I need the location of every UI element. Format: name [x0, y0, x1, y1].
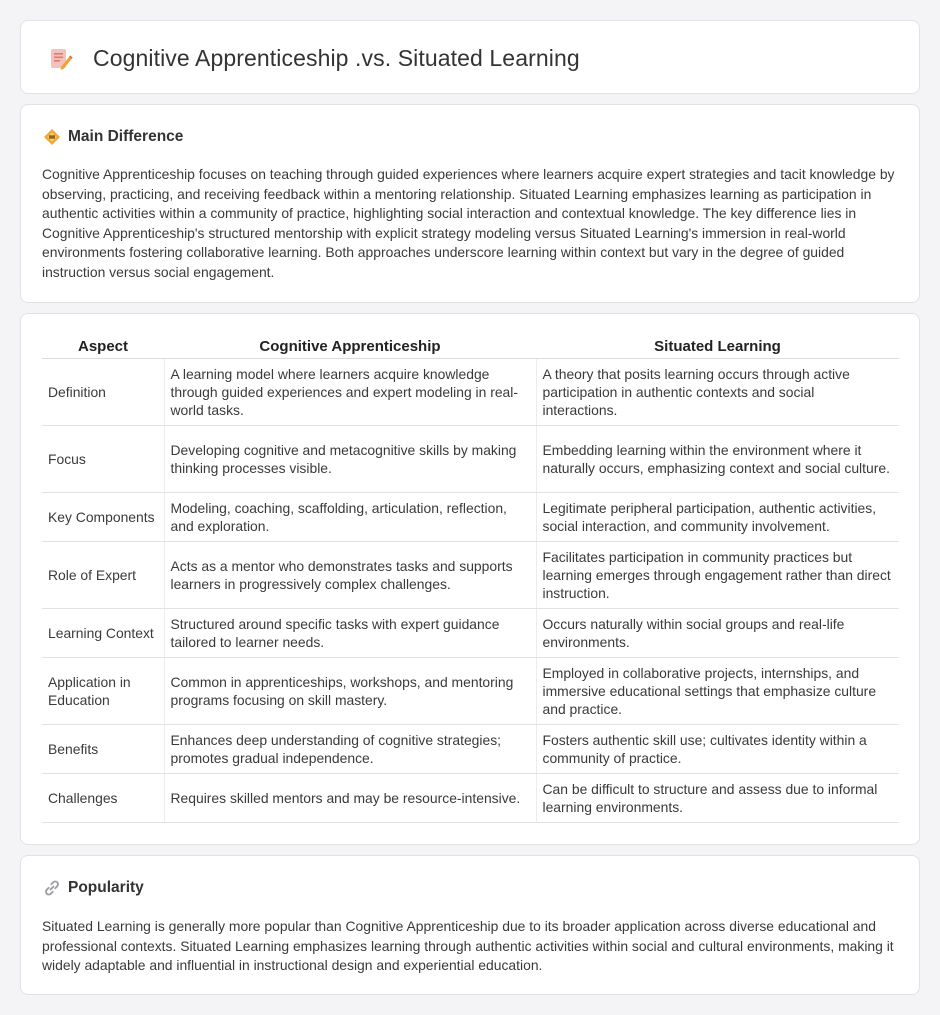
situated-learning-cell: Fosters authentic skill use; cultivates identity within a community of practice. — [536, 724, 899, 773]
main-difference-text: Cognitive Apprenticeship focuses on teaching through guided experiences where learners acquire expert strategies and tacit knowledge by observing, practicing, and receiving feedback within a mentoring relationship. Situated Learning emphasizes learning as participation in authentic activities within a community of practice, highlighting social interaction and contextual knowledge. The key difference lies in Cognitive Apprenticeship's structured mentorship with explicit strategy modeling versus Situated Learning's immersion in real-world environments fostering collaborative learning. Both approaches underscore learning within context but vary in the degree of guided instruction versus social engagement. — [42, 166, 895, 280]
cognitive-apprenticeship-cell: Structured around specific tasks with expert guidance tailored to learner needs. — [164, 608, 536, 657]
title-card — [20, 20, 920, 94]
situated-learning-cell: Occurs naturally within social groups and real-life environments. — [536, 608, 899, 657]
cognitive-apprenticeship-cell: Acts as a mentor who demonstrates tasks and supports learners in progressively complex challenges. — [164, 541, 536, 608]
cognitive-apprenticeship-cell: Common in apprenticeships, workshops, and mentoring programs focusing on skill mastery. — [164, 657, 536, 724]
aspect-cell: Focus — [42, 425, 164, 492]
situated-learning-cell: Legitimate peripheral participation, authentic activities, social interaction, and community involvement. — [536, 492, 899, 541]
aspect-cell: Definition — [42, 358, 164, 425]
popularity-heading: Popularity — [68, 879, 144, 896]
table-header-row — [42, 336, 899, 358]
situated-learning-cell: Employed in collaborative projects, internships, and immersive educational settings that emphasize culture and practice. — [536, 657, 899, 724]
aspect-cell: Application in Education — [42, 657, 164, 724]
diamond-icon — [43, 128, 61, 146]
cognitive-apprenticeship-cell: A learning model where learners acquire knowledge through guided experiences and expert modeling in real-world tasks. — [164, 358, 536, 425]
aspect-cell: Challenges — [42, 773, 164, 822]
aspect-cell: Benefits — [42, 724, 164, 773]
table-row — [42, 724, 899, 773]
table-row — [42, 492, 899, 541]
link-icon — [43, 879, 61, 897]
document-pencil-icon — [47, 46, 73, 72]
header-situated-learning: Situated Learning — [536, 336, 899, 358]
situated-learning-cell: Facilitates participation in community practices but learning emerges through engagement rather than direct instruction. — [536, 541, 899, 608]
comparison-table — [42, 336, 899, 823]
header-cognitive-apprenticeship: Cognitive Apprenticeship — [164, 336, 536, 358]
popularity-section — [20, 855, 920, 995]
table-row — [42, 425, 899, 492]
situated-learning-cell: Can be difficult to structure and assess due to informal learning environments. — [536, 773, 899, 822]
table-row — [42, 608, 899, 657]
main-difference-heading: Main Difference — [68, 128, 184, 145]
situated-learning-cell: Embedding learning within the environment where it naturally occurs, emphasizing context and social culture. — [536, 425, 899, 492]
table-row — [42, 358, 899, 425]
aspect-cell: Role of Expert — [42, 541, 164, 608]
table-row — [42, 541, 899, 608]
comparison-section — [20, 313, 920, 845]
aspect-cell: Key Components — [42, 492, 164, 541]
situated-learning-cell: A theory that posits learning occurs through active participation in authentic contexts and social interactions. — [536, 358, 899, 425]
main-difference-section — [20, 104, 920, 303]
popularity-text: Situated Learning is generally more popular than Cognitive Apprenticeship due to its broader application across diverse educational and professional contexts. Situated Learning emphasizes learning through authentic activities within social and cultural environments, making it widely adaptable and influential in instructional design and experiential education. — [42, 918, 894, 974]
cognitive-apprenticeship-cell: Developing cognitive and metacognitive skills by making thinking processes visible. — [164, 425, 536, 492]
cognitive-apprenticeship-cell: Requires skilled mentors and may be resource-intensive. — [164, 773, 536, 822]
aspect-cell: Learning Context — [42, 608, 164, 657]
header-aspect: Aspect — [42, 336, 164, 358]
table-row — [42, 773, 899, 822]
page-title: Cognitive Apprenticeship .vs. Situated Learning — [93, 45, 580, 71]
cognitive-apprenticeship-cell: Modeling, coaching, scaffolding, articulation, reflection, and exploration. — [164, 492, 536, 541]
cognitive-apprenticeship-cell: Enhances deep understanding of cognitive strategies; promotes gradual independence. — [164, 724, 536, 773]
table-row — [42, 657, 899, 724]
